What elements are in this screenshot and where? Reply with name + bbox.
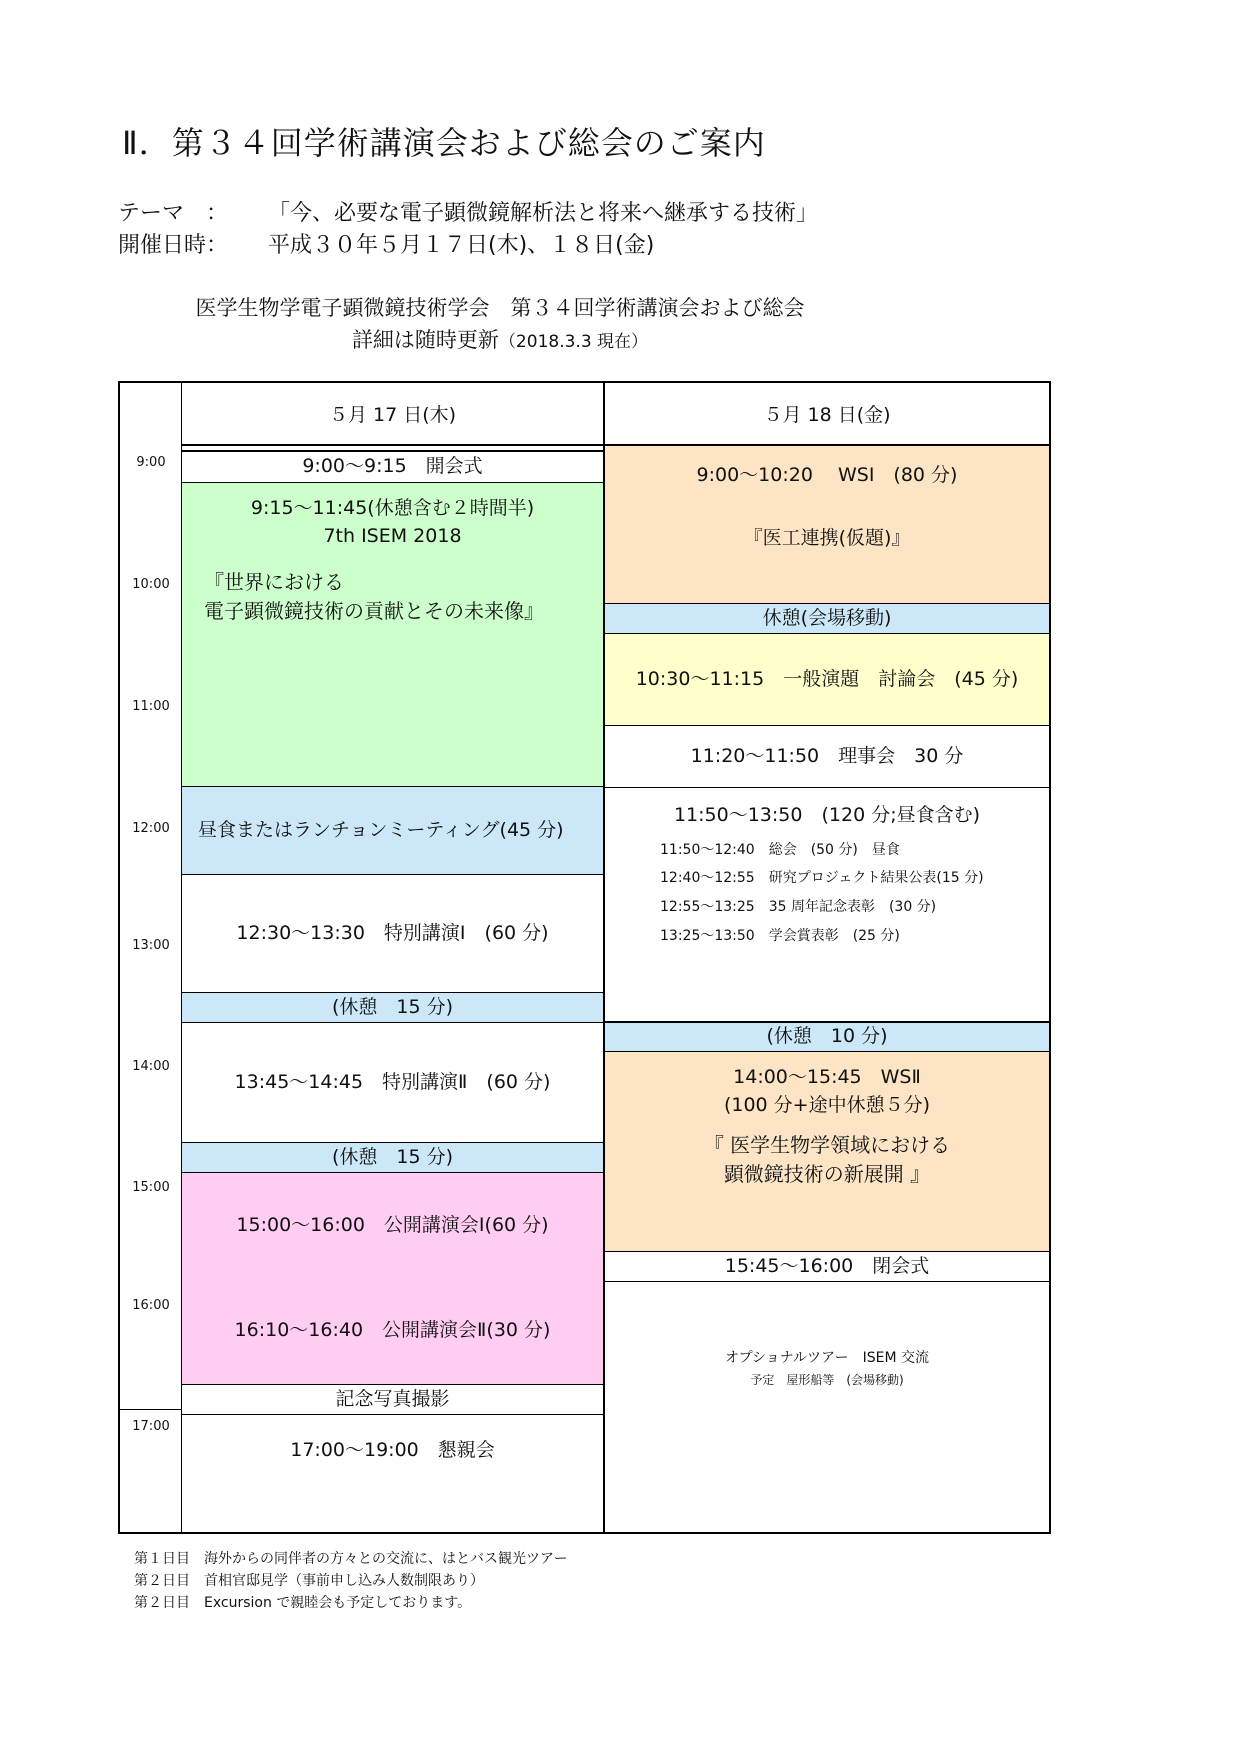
time-label: 16:00 (132, 1298, 170, 1313)
tour-title: オプショナルツアー ISEM 交流 (724, 1350, 929, 1366)
lunch-items (660, 836, 984, 951)
isem-title-line: 電子顕微鏡技術の貢献とその未来像』 (204, 599, 544, 624)
update-line (0, 324, 1000, 354)
tour-note: 予定 屋形船等 (会場移動) (750, 1373, 904, 1388)
time-label: 17:00 (132, 1419, 170, 1434)
page-title: Ⅱ．第３４回学術講演会および総会のご案内 (122, 124, 766, 162)
footnote: 第２日目 Excursion で親睦会も予定しております。 (134, 1595, 472, 1611)
day1-break-2: (休憩 15 分) (182, 1143, 603, 1173)
day2-break-move: 休憩(会場移動) (605, 604, 1049, 634)
lunch-item: 12:40～12:55 研究プロジェクト結果公表(15 分) (660, 870, 984, 887)
date-value: 平成３０年５月１７日(木)、１８日(金) (268, 233, 655, 258)
theme-row (118, 196, 818, 227)
day2-board-meeting: 11:20～11:50 理事会 30 分 (605, 726, 1049, 788)
day2-closing: 15:45～16:00 閉会式 (605, 1252, 1049, 1282)
update-date: （2018.3.3 現在） (498, 332, 649, 352)
lunch-item: 11:50～12:40 総会 (50 分) 昼食 (660, 841, 900, 858)
time-label: 12:00 (132, 821, 170, 836)
ws2-time: 14:00～15:45 WSⅡ (733, 1066, 921, 1088)
update-text: 詳細は随時更新 (351, 328, 499, 352)
day2-break-10: (休憩 10 分) (605, 1022, 1049, 1052)
time-17-rule (120, 1409, 182, 1410)
day-column-divider (603, 383, 605, 1532)
day2-general-session: 10:30～11:15 一般演題 討論会 (45 分) (605, 634, 1049, 726)
footnote: 第１日目 海外からの同伴者の方々との交流に、はとバス観光ツアー (134, 1551, 568, 1567)
ws2-title-line: 『 医学生物学領域における (703, 1133, 951, 1158)
organization-line: 医学生物学電子顕微鏡技術学会 第３４回学術講演会および総会 (195, 296, 805, 320)
lunch-block-title: 11:50～13:50 (120 分;昼食含む) (673, 804, 981, 826)
day1-special-lecture-1: 12:30～13:30 特別講演Ⅰ (60 分) (182, 875, 603, 993)
ws2-detail: (100 分+途中休憩５分) (723, 1093, 931, 1116)
ws1-time: 9:00～10:20 WSⅠ (80 分) (696, 464, 958, 486)
day1-party: 17:00～19:00 懇親会 (182, 1415, 603, 1531)
isem-title (204, 568, 544, 626)
time-label: 15:00 (132, 1180, 170, 1195)
isem-name: 7th ISEM 2018 (323, 524, 462, 547)
time-label: 14:00 (132, 1059, 170, 1074)
day2-lunch-block (605, 788, 1049, 1022)
day2-header: ５月 18 日(金) (605, 383, 1049, 446)
day1-special-lecture-2: 13:45～14:45 特別講演Ⅱ (60 分) (182, 1023, 603, 1143)
footnote: 第２日目 首相官邸見学（事前申し込み人数制限あり） (134, 1573, 484, 1589)
lunch-item: 13:25～13:50 学会賞表彰 (25 分) (660, 927, 900, 944)
public-lecture-2: 16:10～16:40 公開講演会Ⅱ(30 分) (234, 1319, 551, 1342)
time-label: 13:00 (132, 938, 170, 953)
schedule-table (118, 381, 1051, 1534)
lunch-item: 12:55～13:25 35 周年記念表彰 (30 分) (660, 898, 937, 915)
theme-label: テーマ ： (118, 201, 229, 226)
ws1-title: 『医工連携(仮題)』 (743, 526, 911, 549)
day2-ws1 (605, 446, 1049, 604)
ws2-title-line: 顕微鏡技術の新展開 』 (723, 1162, 931, 1187)
isem-time: 9:15～11:45(休憩含む２時間半) (250, 497, 535, 519)
theme-value: 「今、必要な電子顕微鏡解析法と将来へ継承する技術」 (268, 201, 819, 226)
day1-header: ５月 17 日(木) (182, 383, 603, 446)
time-label: 9:00 (136, 455, 166, 470)
date-label: 開催日時： (118, 233, 229, 258)
isem-title-line: 『世界における (204, 570, 344, 595)
time-label: 11:00 (132, 699, 170, 714)
public-lecture-1: 15:00～16:00 公開講演会Ⅰ(60 分) (236, 1213, 549, 1236)
day1-break-1: (休憩 15 分) (182, 993, 603, 1023)
day1-opening: 9:00～9:15 開会式 (182, 451, 603, 483)
day2-optional-tour (605, 1282, 1049, 1531)
time-label: 10:00 (132, 577, 170, 592)
day1-public-lectures (182, 1173, 603, 1385)
day1-isem-block (182, 483, 603, 787)
day2-ws2 (605, 1052, 1049, 1252)
date-row (118, 228, 654, 259)
day1-lunch: 昼食またはランチョンミーティング(45 分) (182, 787, 603, 875)
day1-photo: 記念写真撮影 (182, 1385, 603, 1415)
